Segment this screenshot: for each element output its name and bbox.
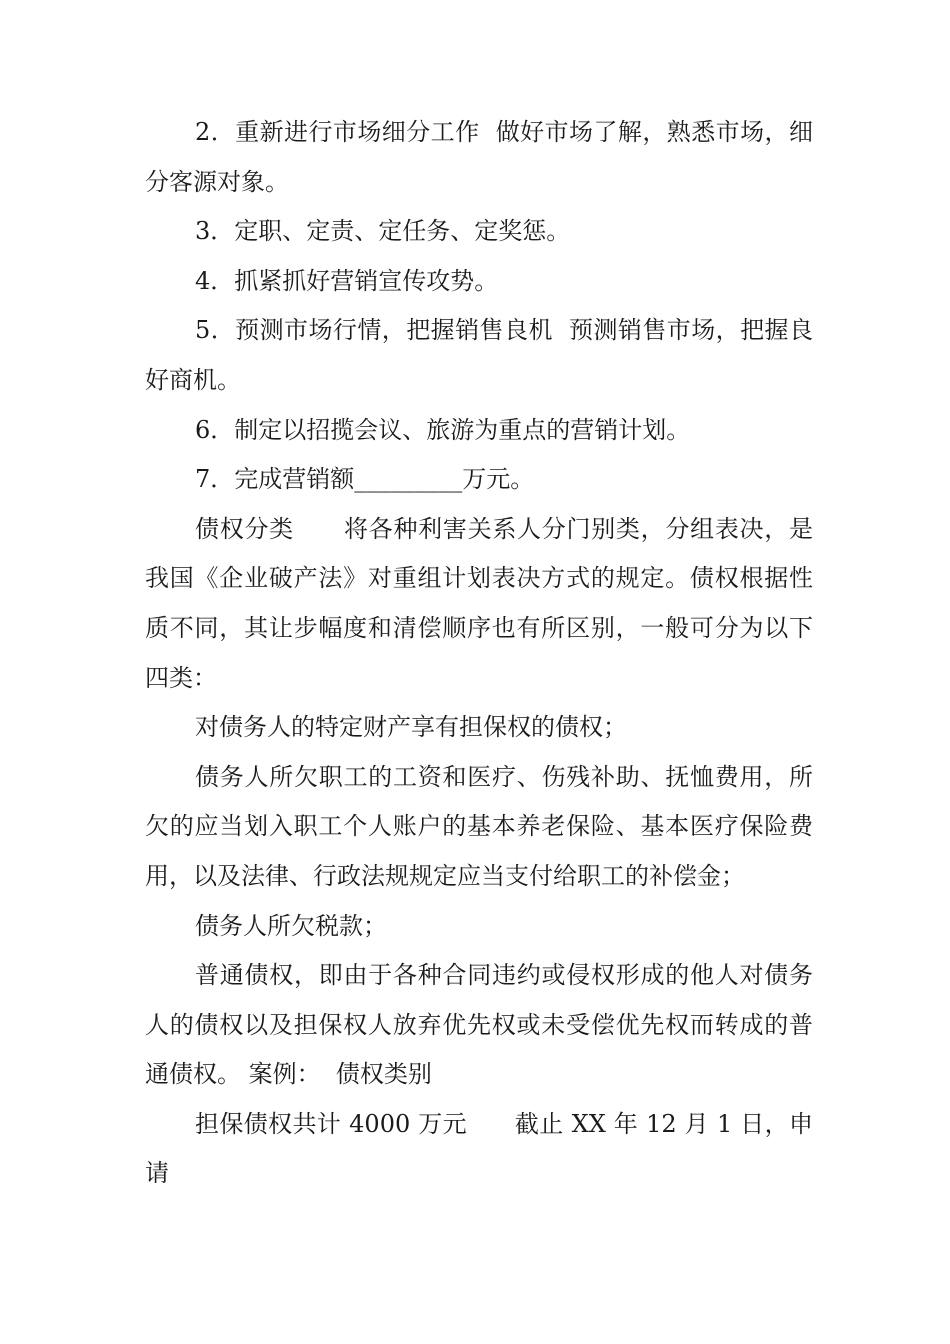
paragraph-4: 5．预测市场行情，把握销售良机 预测销售市场，把握良好商机。 [145, 316, 813, 394]
paragraph-10: 债务人所欠税款； [195, 911, 387, 940]
paragraph-3: 4．抓紧抓好营销宣传攻势。 [195, 266, 499, 295]
paragraph-8: 对债务人的特定财产享有担保权的债权； [195, 713, 627, 742]
paragraph-6: 7．完成营销额_________万元。 [195, 465, 535, 494]
paragraph-11: 普通债权，即由于各种合同违约或侵权形成的他人对债务人的债权以及担保权人放弃优先权或未受偿优先权而转成的普通债权。 案例： 债权类别 [145, 961, 813, 1089]
paragraph-2: 3．定职、定责、定任务、定奖惩。 [195, 217, 571, 246]
paragraph-7: 债权分类 将各种利害关系人分门别类，分组表决，是我国《企业破产法》对重组计划表决方式的规定。债权根据性质不同，其让步幅度和清偿顺序也有所区别，一般可分为以下四类： [145, 514, 813, 692]
paragraph-9: 债务人所欠职工的工资和医疗、伤残补助、抚恤费用，所欠的应当划入职工个人账户的基本养老保险、基本医疗保险费用，以及法律、行政法规规定应当支付给职工的补偿金； [145, 762, 813, 890]
paragraph-12: 担保债权共计 4000 万元 截止 XX 年 12 月 1 日，申请 [145, 1109, 813, 1188]
paragraph-1: 2．重新进行市场细分工作 做好市场了解，熟悉市场，细分客源对象。 [145, 118, 813, 196]
document-body [145, 108, 813, 1199]
paragraph-5: 6．制定以招揽会议、旅游为重点的营销计划。 [195, 415, 691, 444]
